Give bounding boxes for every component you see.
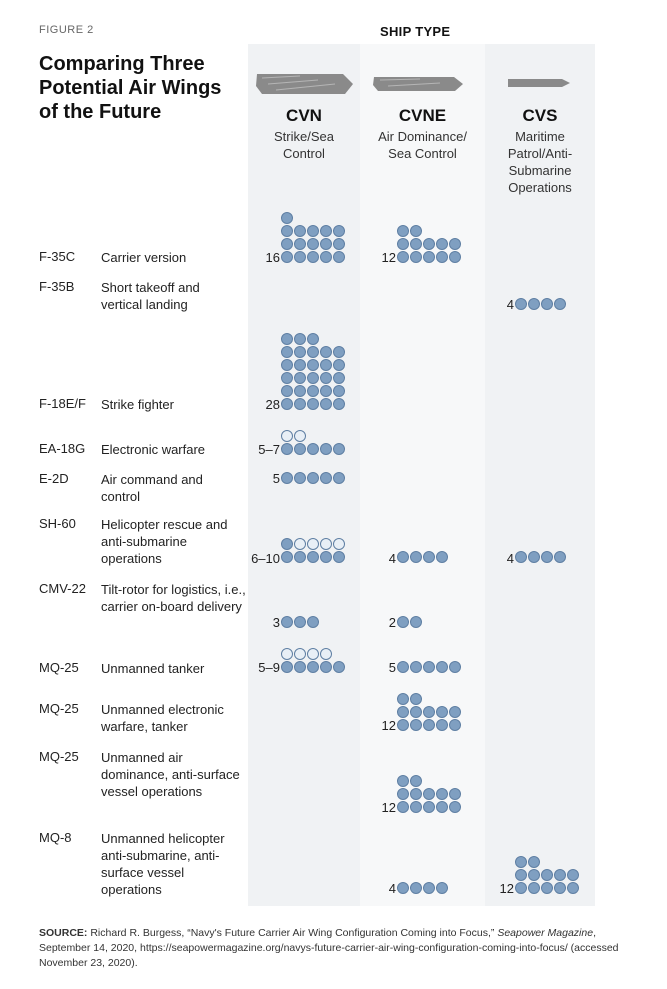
count-label: 2 xyxy=(388,615,396,630)
count-label: 12 xyxy=(381,800,396,815)
row-aircraft: E-2D xyxy=(39,471,69,486)
row-role: Short takeoff and vertical landing xyxy=(101,280,200,312)
cvs-column-description: Maritime Patrol/Anti-Submarine Operations xyxy=(507,129,573,195)
cvne-column-bg xyxy=(360,44,485,906)
row-role: Tilt-rotor for logistics, i.e., carrier on-board delivery xyxy=(101,582,246,614)
cvs-column-code: CVS xyxy=(522,106,558,125)
ship-type-header: SHIP TYPE xyxy=(380,24,451,39)
count-label: 16 xyxy=(265,250,280,265)
count-label: 12 xyxy=(499,881,514,896)
cvne-column-code: CVNE xyxy=(398,106,447,125)
figure-label: FIGURE 2 xyxy=(39,24,94,36)
row-aircraft: MQ-25 xyxy=(39,660,79,675)
row-role: Electronic warfare xyxy=(101,442,206,457)
cvn-column-code: CVN xyxy=(286,106,322,125)
cvne-column-description: Air Dominance/ Sea Control xyxy=(378,129,467,161)
count-label: 4 xyxy=(506,551,514,566)
count-label: 5–7 xyxy=(258,442,280,457)
row-role: Strike fighter xyxy=(101,397,174,412)
source-details: , September 14, 2020, https://seapowermagazine.org/navys-future-carrier-air-wing-configuration-coming-into-focus/ (accessed November 23, 2020). xyxy=(39,927,619,969)
count-label: 28 xyxy=(265,397,280,412)
cvn-column-description: Strike/Sea Control xyxy=(274,129,334,161)
row-aircraft: F-18E/F xyxy=(39,396,86,411)
row-aircraft: MQ-25 xyxy=(39,749,79,764)
row-aircraft: MQ-8 xyxy=(39,830,72,845)
row-role: Helicopter rescue and anti-submarine operations xyxy=(101,517,228,566)
row-role: Unmanned electronic warfare, tanker xyxy=(101,702,224,734)
row-aircraft: F-35C xyxy=(39,249,76,264)
row-aircraft: CMV-22 xyxy=(39,581,86,596)
row-aircraft: EA-18G xyxy=(39,441,86,456)
row-aircraft: MQ-25 xyxy=(39,701,79,716)
count-label: 6–10 xyxy=(251,551,280,566)
row-role: Unmanned helicopter anti-submarine, anti-surface vessel operations xyxy=(101,831,225,897)
count-label: 5–9 xyxy=(258,660,280,675)
row-role: Unmanned air dominance, anti-surface vessel operations xyxy=(101,750,240,799)
count-label: 3 xyxy=(272,615,280,630)
row-aircraft: F-35B xyxy=(39,279,75,294)
row-aircraft: SH-60 xyxy=(39,516,76,531)
source-author: Richard R. Burgess, “Navy's Future Carrier Air Wing Configuration Coming into Focus,” xyxy=(90,927,495,939)
count-label: 12 xyxy=(381,718,396,733)
row-role: Unmanned tanker xyxy=(101,661,205,676)
count-label: 12 xyxy=(381,250,396,265)
source-label: SOURCE: xyxy=(39,927,88,939)
count-label: 4 xyxy=(506,297,514,312)
source-note xyxy=(39,926,639,971)
count-label: 4 xyxy=(388,881,396,896)
chart-title: Comparing Three Potential Air Wings of the Future xyxy=(39,53,222,123)
source-publication: Seapower Magazine xyxy=(497,927,594,939)
row-role: Air command and control xyxy=(101,472,203,504)
count-label: 5 xyxy=(388,660,396,675)
count-label: 5 xyxy=(272,471,280,486)
count-label: 4 xyxy=(388,551,396,566)
row-role: Carrier version xyxy=(101,250,187,265)
